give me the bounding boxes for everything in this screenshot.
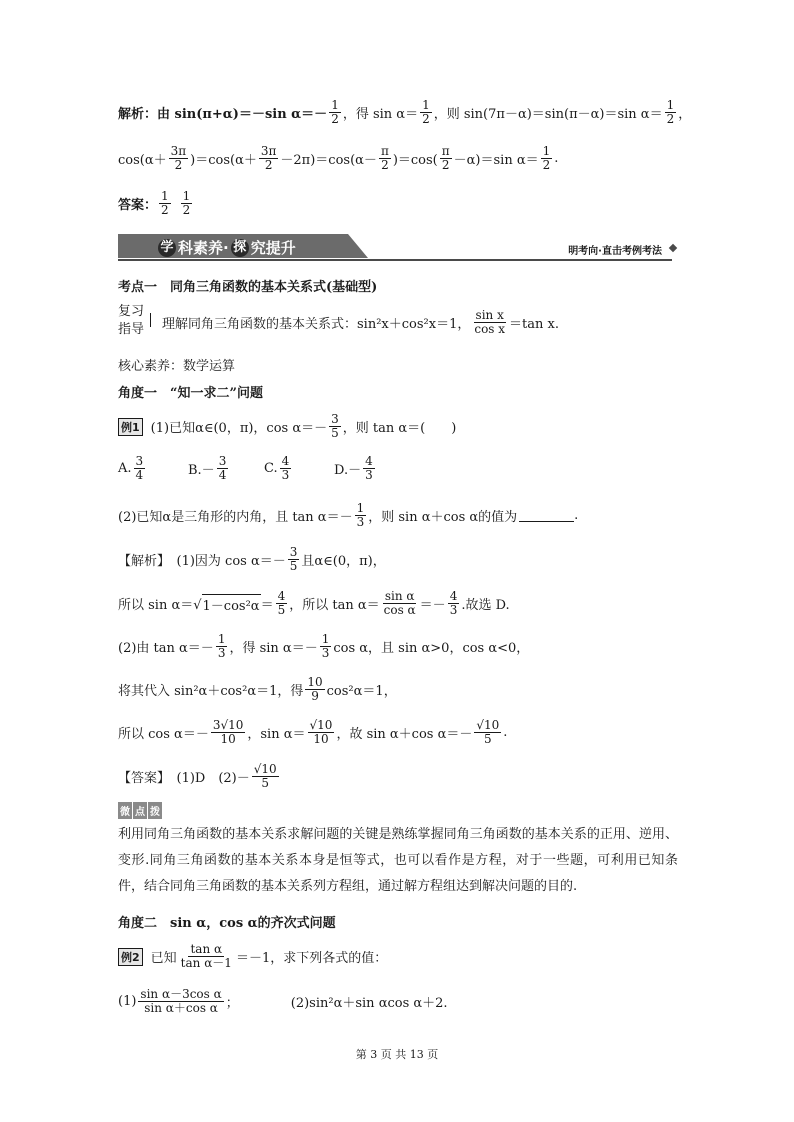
text: ； <box>225 996 239 1012</box>
text: 解析：由 sin(π+α)＝－sin α＝－ <box>118 107 328 123</box>
fraction: $\frac{3√10}{10}$ <box>212 718 244 747</box>
divider <box>150 313 151 327</box>
text: 将其代入 sin²α＋cos²α＝1，得 <box>118 684 304 700</box>
text: ，sin α＝ <box>247 727 306 743</box>
banner-circle-char: 学 <box>158 239 176 257</box>
banner-text: 科素养· <box>178 239 229 257</box>
fraction: $\frac{1}{2}$ <box>542 144 551 173</box>
example-badge: 例1 <box>118 418 143 436</box>
core-literacy <box>118 355 235 374</box>
text: －2π)＝cos(α－ <box>280 153 377 169</box>
banner-title <box>158 237 296 258</box>
section-title <box>118 276 377 295</box>
text: ，则 sin(7π－α)＝sin(π－α)＝sin α＝ <box>433 107 663 123</box>
tip-badge-char: 微 <box>118 802 132 819</box>
fraction: $\frac{\text{sin α－3cos α}}{\text{sin α＋cos α}}$ <box>140 987 222 1016</box>
banner-underline <box>118 259 672 261</box>
tip-badge-char: 点 <box>133 802 147 819</box>
fraction: $\frac{3}{5}$ <box>289 545 298 574</box>
text: ，所以 tan α＝ <box>289 598 380 614</box>
example-2-parts <box>118 988 448 1016</box>
banner-subtitle: 明考向·直击考例考法 <box>568 246 662 257</box>
text: 核心素养：数学运算 <box>118 359 236 374</box>
text: ＝ <box>260 598 274 614</box>
answer-line <box>118 190 194 218</box>
fraction: $\frac{\pi}{2}$ <box>441 144 450 173</box>
text: 理解同角三角函数的基本关系式：sin²x＋cos²x＝1， <box>162 317 471 333</box>
fraction: $\frac{√10}{5}$ <box>253 762 277 791</box>
solution-1-line-3 <box>118 633 529 661</box>
fraction: $\frac{\text{tan α}}{\text{tan α－1}}$ <box>180 942 232 971</box>
text: 所以 sin α＝√ <box>118 598 202 614</box>
text: cos²α＝1， <box>326 684 397 700</box>
text: (2)已知α是三角形的内角，且 tan α＝－ <box>118 510 353 526</box>
text: ，则 tan α＝( ) <box>342 421 457 437</box>
text: 角度二 sin α，cos α的齐次式问题 <box>118 916 336 931</box>
text: )＝cos( <box>392 153 438 169</box>
banner-circle-char: 探 <box>231 239 249 257</box>
text: (2)由 tan α＝－ <box>118 641 214 657</box>
text: .故选 D. <box>461 598 510 614</box>
option-c: C. $\frac{4}{3}$ <box>264 454 290 483</box>
text: 角度一 “知一求二”问题 <box>118 386 263 401</box>
option-d: D.－ $\frac{4}{3}$ <box>334 454 373 483</box>
fraction: $\frac{3}{5}$ <box>331 412 339 441</box>
text: . <box>574 508 579 524</box>
tip-badge-char: 拨 <box>148 802 162 819</box>
text: 【答案】 (1)D (2)－ <box>118 771 250 787</box>
example-1-q1 <box>118 413 456 441</box>
fraction: $\frac{1}{3}$ <box>356 501 365 530</box>
text: 所以 cos α＝－ <box>118 727 209 743</box>
review-guide-label: 复习指导 <box>118 304 145 337</box>
angle-2-title <box>118 912 336 931</box>
angle-1-title <box>118 382 263 401</box>
fraction: $\frac{√10}{10}$ <box>309 718 333 747</box>
fraction: $\frac{3\pi}{2}$ <box>260 144 277 173</box>
fraction: $\frac{1}{2}$ <box>666 98 675 127</box>
fraction: $\frac{\text{sin α}}{\text{cos α}}$ <box>383 589 416 618</box>
tip-paragraph: 利用同角三角函数的基本关系求解问题的关键是熟练掌握同角三角函数的基本关系的正用、逆用、变形.同角三角函数的基本关系本身是恒等式，也可以看作是方程，对于一些题，可利用已知条件，结合同角三角函数的基本关系列方程组，通过解方程组达到解决问题的目的. <box>118 827 678 894</box>
text: cos(α＋ <box>118 153 167 169</box>
fraction: $\frac{1}{2}$ <box>182 189 191 218</box>
text: 考点一 同角三角函数的基本关系式(基础型) <box>118 280 378 295</box>
solution-1-line-4 <box>118 676 397 704</box>
diamond-icon <box>669 244 677 252</box>
example-1-q2 <box>118 502 578 530</box>
option-b: B.－ $\frac{3}{4}$ <box>188 454 227 483</box>
text: (1)已知α∈(0，π)，cos α＝－ <box>150 421 328 437</box>
fraction: $\frac{1}{2}$ <box>422 98 430 127</box>
text: ＝－1，求下列各式的值： <box>235 951 388 967</box>
solution-line-2 <box>118 145 558 173</box>
text: ＝－ <box>419 598 446 614</box>
solution-1-answer <box>118 763 281 791</box>
text: 已知 <box>150 951 177 967</box>
text: ，则 sin α＋cos α的值为 <box>368 510 518 526</box>
fraction: $\frac{√10}{5}$ <box>476 718 500 747</box>
text: ，故 sin α＋cos α＝－ <box>336 727 473 743</box>
example-2-question <box>118 943 387 971</box>
text: ，得 sin α＝－ <box>229 641 318 657</box>
option-a: A. $\frac{3}{4}$ <box>118 454 144 483</box>
example-1-options <box>118 455 377 483</box>
page-footer: 第 3 页 共 13 页 <box>355 1048 439 1061</box>
tip-badge <box>118 802 162 819</box>
fraction: $\frac{\pi}{2}$ <box>380 144 389 173</box>
banner-text: 究提升 <box>250 239 296 257</box>
solution-1-line-5 <box>118 719 507 747</box>
fraction: $\frac{1}{2}$ <box>331 98 339 127</box>
text: 且α∈(0，π)， <box>301 554 386 570</box>
text: . <box>503 725 508 741</box>
text: . <box>554 151 559 167</box>
text: ， <box>678 107 692 123</box>
text: ，得 sin α＝ <box>342 107 419 123</box>
section-banner <box>118 234 676 262</box>
fraction: $\frac{\text{sin x}}{\text{cos x}}$ <box>474 308 506 337</box>
answer-label: 答案： <box>118 198 158 214</box>
solution-1-line-1 <box>118 546 386 574</box>
example-badge: 例2 <box>118 948 143 966</box>
text: )＝cos(α＋ <box>190 153 257 169</box>
fraction: $\frac{10}{9}$ <box>307 675 323 704</box>
fraction: $\frac{1}{3}$ <box>321 632 330 661</box>
text: (1) <box>118 994 137 1010</box>
text: ＝tan x. <box>509 317 559 333</box>
solution-line-1 <box>118 99 691 127</box>
review-guide-text <box>162 309 559 337</box>
solution-1-line-2 <box>118 590 510 618</box>
fraction: $\frac{3\pi}{2}$ <box>170 144 187 173</box>
fraction: $\frac{4}{3}$ <box>449 589 458 618</box>
fraction: $\frac{4}{5}$ <box>277 589 286 618</box>
sqrt-content: 1－cos²α <box>202 594 261 614</box>
text: 【解析】 (1)因为 cos α＝－ <box>118 554 286 570</box>
answer-blank <box>519 509 574 522</box>
text: －α)＝sin α＝ <box>453 153 539 169</box>
text: (2)sin²α＋sin αcos α＋2. <box>290 996 448 1012</box>
fraction: $\frac{1}{2}$ <box>161 189 169 218</box>
fraction: $\frac{1}{3}$ <box>217 632 226 661</box>
text: cos α，且 sin α>0，cos α<0， <box>333 641 530 657</box>
